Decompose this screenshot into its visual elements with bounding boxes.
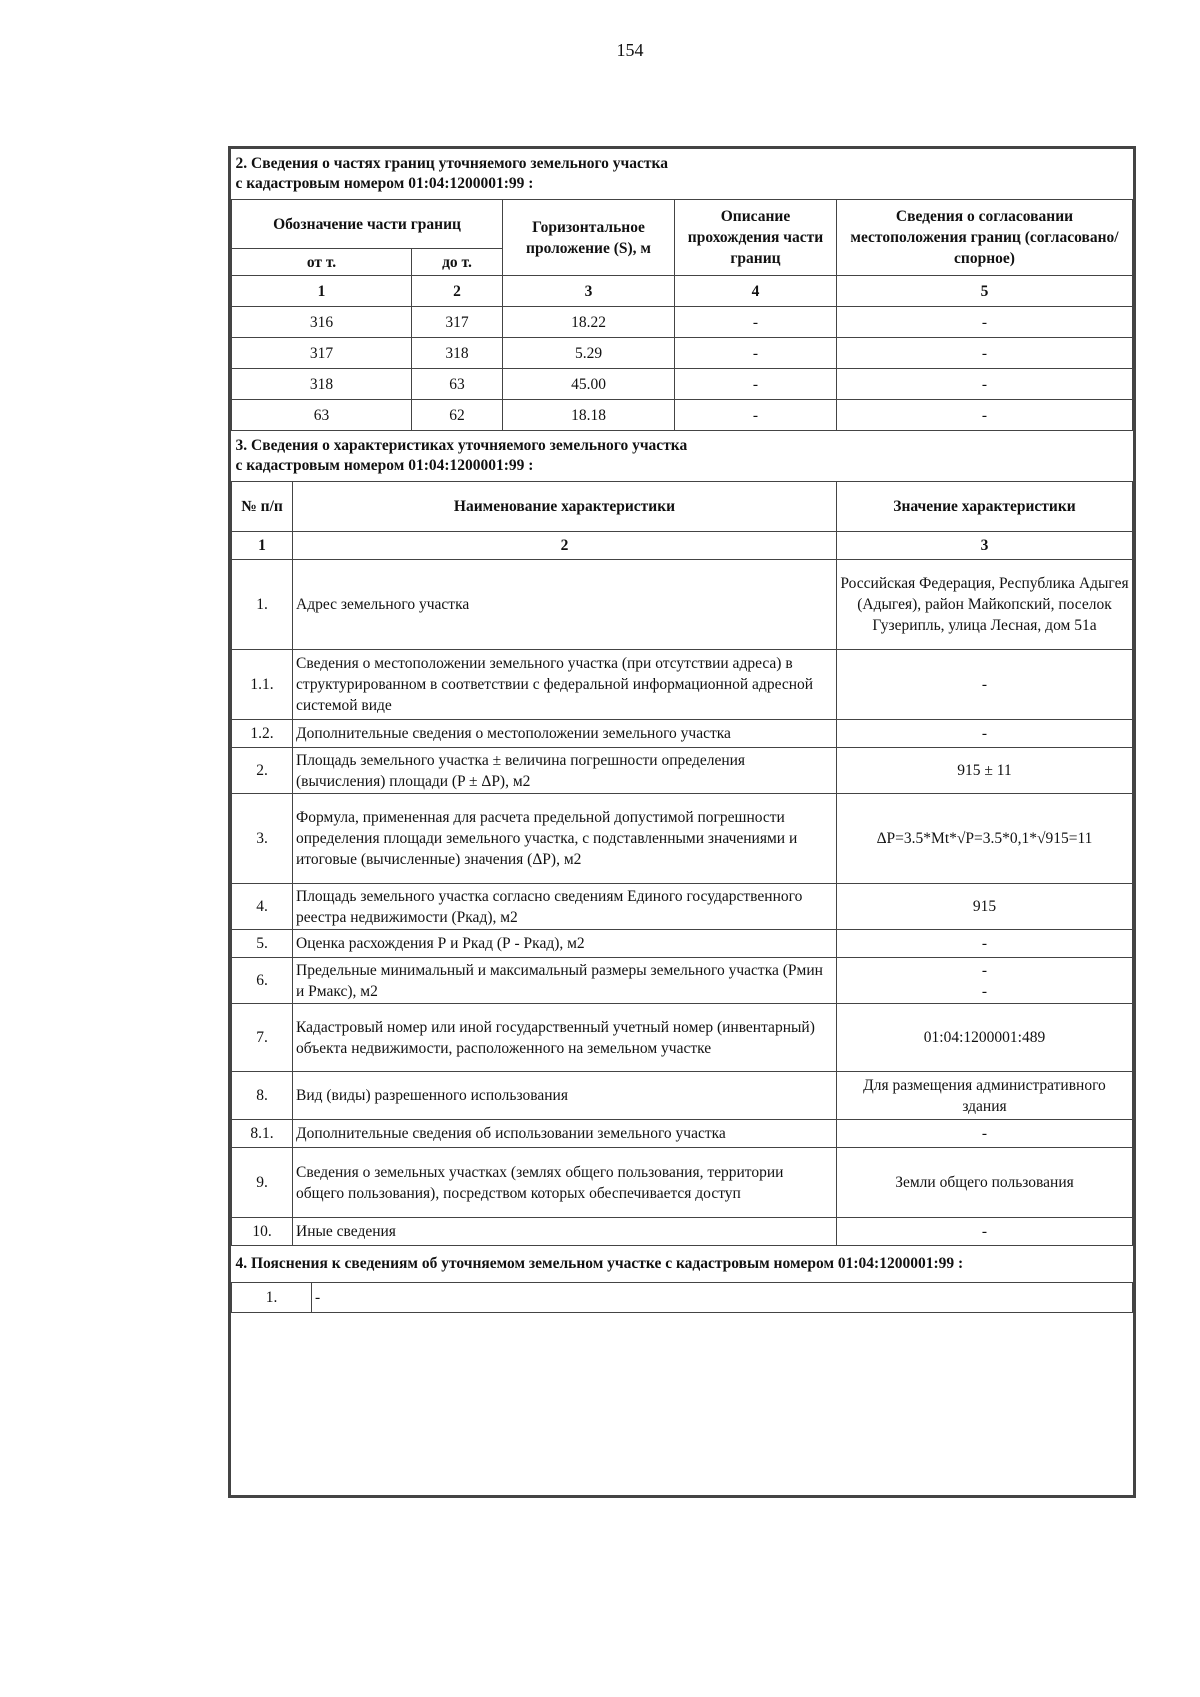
description-value: - xyxy=(675,338,837,369)
characteristic-name: Площадь земельного участка ± величина погрешности определения (вычисления) площади (P ± ΔP), м2 xyxy=(293,748,837,794)
header-characteristic-value: Значение характеристики xyxy=(837,482,1133,532)
to-point: 62 xyxy=(412,400,503,431)
characteristic-value: 915 xyxy=(837,884,1133,930)
characteristic-name: Дополнительные сведения о местоположении земельного участка xyxy=(293,720,837,748)
table-row xyxy=(232,307,1133,338)
column-number: 2 xyxy=(293,532,837,560)
column-number: 1 xyxy=(232,532,293,560)
column-number: 3 xyxy=(503,276,675,307)
table-row xyxy=(232,560,1133,650)
characteristic-value: Земли общего пользования xyxy=(837,1148,1133,1218)
row-number: 8.1. xyxy=(232,1120,293,1148)
length-value: 18.22 xyxy=(503,307,675,338)
characteristic-value: - xyxy=(837,930,1133,958)
characteristic-value: 01:04:1200001:489 xyxy=(837,1004,1133,1072)
agreement-value: - xyxy=(837,307,1133,338)
table-row xyxy=(232,1004,1133,1072)
table-row xyxy=(232,1120,1133,1148)
to-point: 318 xyxy=(412,338,503,369)
agreement-value: - xyxy=(837,338,1133,369)
from-point: 63 xyxy=(232,400,412,431)
to-point: 63 xyxy=(412,369,503,400)
agreement-value: - xyxy=(837,400,1133,431)
header-boundary-part: Обозначение части границ xyxy=(232,200,503,249)
description-value: - xyxy=(675,400,837,431)
characteristic-value: - xyxy=(837,1218,1133,1246)
header-horizontal-length: Горизонтальное проложение (S), м xyxy=(503,200,675,276)
characteristic-value: - xyxy=(837,1120,1133,1148)
description-value: - xyxy=(675,307,837,338)
table-row xyxy=(232,400,1133,431)
row-number: 2. xyxy=(232,748,293,794)
to-point: 317 xyxy=(412,307,503,338)
row-number: 4. xyxy=(232,884,293,930)
length-value: 18.18 xyxy=(503,400,675,431)
table-row xyxy=(232,1283,1133,1313)
agreement-value: - xyxy=(837,369,1133,400)
section2-table xyxy=(231,149,1133,431)
section4-title: 4. Пояснения к сведениям об уточняемом земельном участке с кадастровым номером 01:04:1200001:99 : xyxy=(232,1246,1133,1283)
row-number: 1. xyxy=(232,560,293,650)
characteristic-name: Кадастровый номер или иной государственный учетный номер (инвентарный) объекта недвижимости, расположенного на земельном участке xyxy=(293,1004,837,1072)
row-number: 9. xyxy=(232,1148,293,1218)
row-number: 10. xyxy=(232,1218,293,1246)
characteristic-name: Адрес земельного участка xyxy=(293,560,837,650)
cadastral-form xyxy=(228,146,1136,1498)
row-number: 6. xyxy=(232,958,293,1004)
table-row xyxy=(232,930,1133,958)
table-row xyxy=(232,1148,1133,1218)
section3-table xyxy=(231,431,1133,1246)
header-agreement: Сведения о согласовании местоположения границ (согласовано/спорное) xyxy=(837,200,1133,276)
from-point: 317 xyxy=(232,338,412,369)
characteristic-value: 915 ± 11 xyxy=(837,748,1133,794)
characteristic-name: Дополнительные сведения об использовании земельного участка xyxy=(293,1120,837,1148)
characteristic-value: Для размещения административного здания xyxy=(837,1072,1133,1120)
from-point: 316 xyxy=(232,307,412,338)
section3-title-line1: 3. Сведения о характеристиках уточняемого земельного участка xyxy=(235,437,688,454)
characteristic-value: - xyxy=(837,720,1133,748)
row-number: 3. xyxy=(232,794,293,884)
table-row xyxy=(232,720,1133,748)
table-row xyxy=(232,794,1133,884)
characteristic-name: Иные сведения xyxy=(293,1218,837,1246)
characteristic-name: Оценка расхождения Р и Ркад (Р - Ркад), м2 xyxy=(293,930,837,958)
row-number: 5. xyxy=(232,930,293,958)
length-value: 5.29 xyxy=(503,338,675,369)
characteristic-name: Предельные минимальный и максимальный размеры земельного участка (Рмин и Рмакс), м2 xyxy=(293,958,837,1004)
table-row xyxy=(232,748,1133,794)
header-row-number: № п/п xyxy=(232,482,293,532)
note-text: - xyxy=(312,1283,1133,1313)
section3-title-line2: с кадастровым номером 01:04:1200001:99 : xyxy=(235,457,534,474)
min-size-value: - xyxy=(981,961,988,979)
table-row xyxy=(232,369,1133,400)
header-characteristic-name: Наименование характеристики xyxy=(293,482,837,532)
characteristic-value: - xyxy=(837,650,1133,720)
characteristic-name: Площадь земельного участка согласно сведениям Единого государственного реестра недвижимости (Ркад), м2 xyxy=(293,884,837,930)
table-row xyxy=(232,958,1133,1004)
row-number: 8. xyxy=(232,1072,293,1120)
header-to-point: до т. xyxy=(412,249,503,276)
max-size-value: - xyxy=(981,982,988,1000)
header-from-point: от т. xyxy=(232,249,412,276)
table-row xyxy=(232,650,1133,720)
characteristic-name: Вид (виды) разрешенного использования xyxy=(293,1072,837,1120)
characteristic-name: Сведения о земельных участках (землях общего пользования, территории общего пользования), посредством которых обеспечивается доступ xyxy=(293,1148,837,1218)
header-description: Описание прохождения части границ xyxy=(675,200,837,276)
section2-title-line1: 2. Сведения о частях границ уточняемого земельного участка xyxy=(235,155,668,172)
row-number: 1.1. xyxy=(232,650,293,720)
table-row xyxy=(232,884,1133,930)
column-number: 5 xyxy=(837,276,1133,307)
characteristic-value xyxy=(837,958,1133,1004)
row-number: 1.2. xyxy=(232,720,293,748)
column-number: 2 xyxy=(412,276,503,307)
column-number: 1 xyxy=(232,276,412,307)
table-row xyxy=(232,1072,1133,1120)
characteristic-value: ΔP=3.5*Mt*√P=3.5*0,1*√915=11 xyxy=(837,794,1133,884)
description-value: - xyxy=(675,369,837,400)
section2-title xyxy=(232,149,1133,200)
characteristic-name: Сведения о местоположении земельного участка (при отсутствии адреса) в структурированном в соответствии с федеральной информационной адресной системой виде xyxy=(293,650,837,720)
column-number: 3 xyxy=(837,532,1133,560)
section4-table xyxy=(231,1246,1133,1313)
note-number: 1. xyxy=(232,1283,312,1313)
characteristic-name: Формула, примененная для расчета предельной допустимой погрешности определения площади земельного участка, с подставленными значениями и итоговые (вычисленные) значения (ΔP), м2 xyxy=(293,794,837,884)
row-number: 7. xyxy=(232,1004,293,1072)
table-row xyxy=(232,1218,1133,1246)
characteristic-value: Российская Федерация, Республика Адыгея (Адыгея), район Майкопский, поселок Гузерипль, улица Лесная, дом 51а xyxy=(837,560,1133,650)
section2-title-line2: с кадастровым номером 01:04:1200001:99 : xyxy=(235,175,534,192)
length-value: 45.00 xyxy=(503,369,675,400)
from-point: 318 xyxy=(232,369,412,400)
page-number: 154 xyxy=(616,40,644,60)
table-row xyxy=(232,338,1133,369)
column-number: 4 xyxy=(675,276,837,307)
section3-title xyxy=(232,431,1133,482)
